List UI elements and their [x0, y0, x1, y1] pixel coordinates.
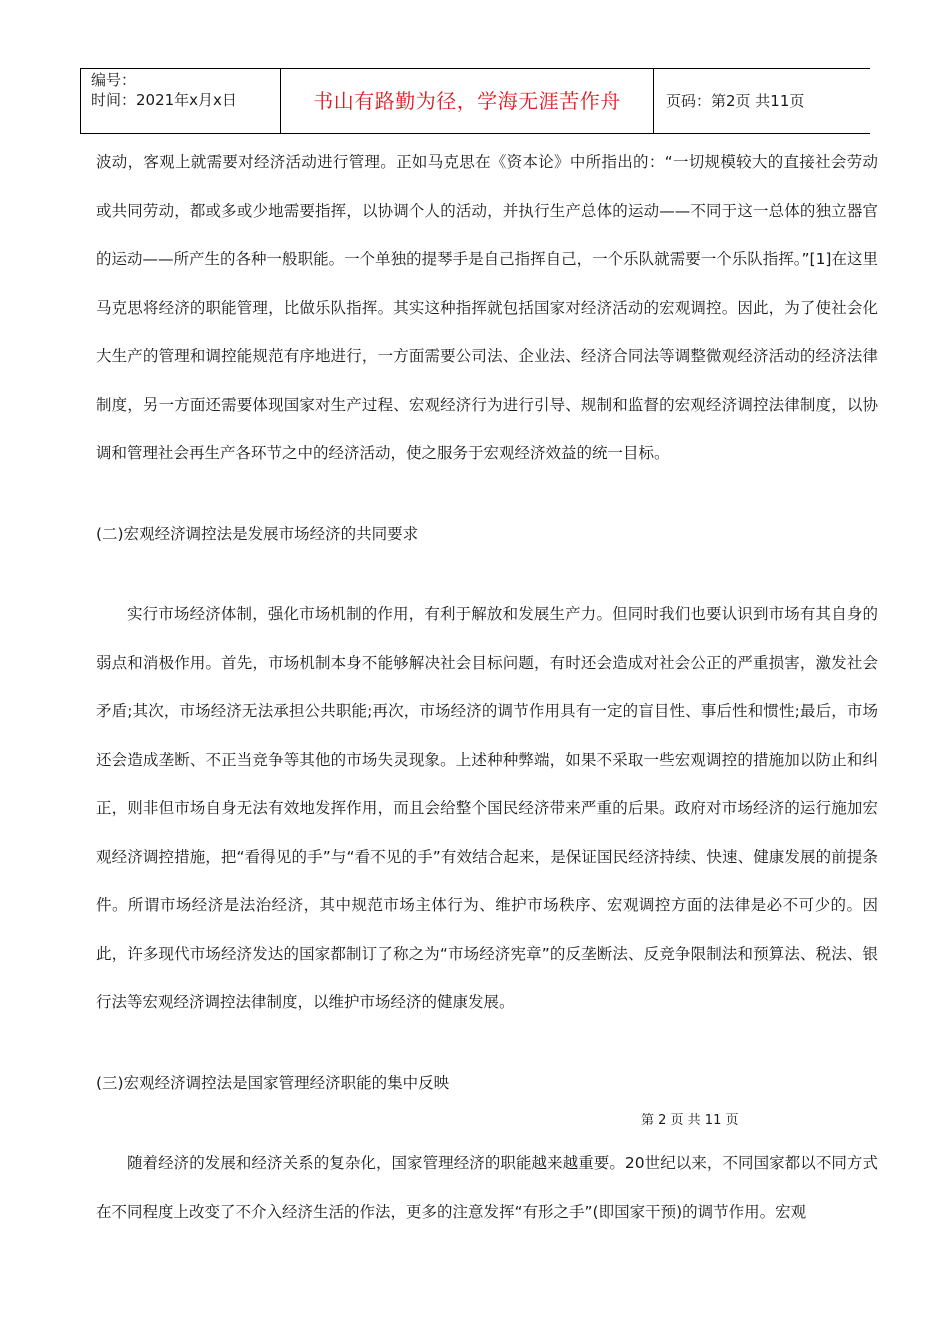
body-paragraph-1: 波动，客观上就需要对经济活动进行管理。正如马克思在《资本论》中所指出的：“一切规模较大的直接社会劳动或共同劳动，都或多或少地需要指挥，以协调个人的活动，并执行生产总体的运动——不同于这一总体的独立器官的运动——所产生的各种一般职能。一个单独的提琴手是自己指挥自己，一个乐队就需要一个乐队指挥。”[1]在这里马克思将经济的职能管理，比做乐队指挥。其实这种指挥就包括国家对经济活动的宏观调控。因此，为了使社会化大生产的管理和调控能规范有序地进行，一方面需要公司法、企业法、经济合同法等调整微观经济活动的经济法律制度，另一方面还需要体现国家对生产过程、宏观经济行为进行引导、规制和监督的宏观经济调控法律制度，以协调和管理社会再生产各环节之中的经济活动，使之服务于宏观经济效益的统一目标。: [96, 153, 878, 462]
section-heading-2: (二)宏观经济调控法是发展市场经济的共同要求: [96, 524, 419, 543]
serial-number-label: 编号：: [91, 71, 137, 89]
body-paragraph-2: 实行市场经济体制，强化市场机制的作用，有利于解放和发展生产力。但同时我们也要认识到市场有其自身的弱点和消极作用。首先，市场机制本身不能够解决社会目标问题，有时还会造成对社会公正的严重损害，激发社会矛盾;其次，市场经济无法承担公共职能;再次，市场经济的调节作用具有一定的盲目性、事后性和惯性;最后，市场还会造成垄断、不正当竞争等其他的市场失灵现象。上述种种弊端，如果不采取一些宏观调控的措施加以防止和纠正，则非但市场自身无法有效地发挥作用，而且会给整个国民经济带来严重的后果。政府对市场经济的运行施加宏观经济调控措施，把“看得见的手”与“看不见的手”有效结合起来，是保证国民经济持续、快速、健康发展的前提条件。所谓市场经济是法治经济，其中规范市场主体行为、维护市场秩序、宏观调控方面的法律是必不可少的。因此，许多现代市场经济发达的国家都制订了称之为“市场经济宪章”的反垄断法、反竞争限制法和预算法、税法、银行法等宏观经济调控法律制度，以维护市场经济的健康发展。: [96, 605, 878, 1011]
header-motto: 书山有路勤为径，学海无涯苦作舟: [281, 69, 654, 133]
document-body: [96, 138, 878, 1236]
page-footer-number: 第 2 页 共 11 页: [641, 1113, 739, 1128]
section-heading-3: (三)宏观经济调控法是国家管理经济职能的集中反映: [96, 1073, 450, 1092]
header-meta-cell: [81, 69, 281, 133]
body-paragraph-3: 随着经济的发展和经济关系的复杂化，国家管理经济的职能越来越重要。20世纪以来，不同国家都以不同方式在不同程度上改变了不介入经济生活的作法，更多的注意发挥“有形之手”(即国家干预)的调节作用。宏观: [96, 1154, 878, 1221]
document-header: [80, 68, 870, 134]
date-label: 时间：2021年x月x日: [91, 91, 237, 109]
header-page-info: 页码：第2页 共11页: [666, 92, 805, 110]
